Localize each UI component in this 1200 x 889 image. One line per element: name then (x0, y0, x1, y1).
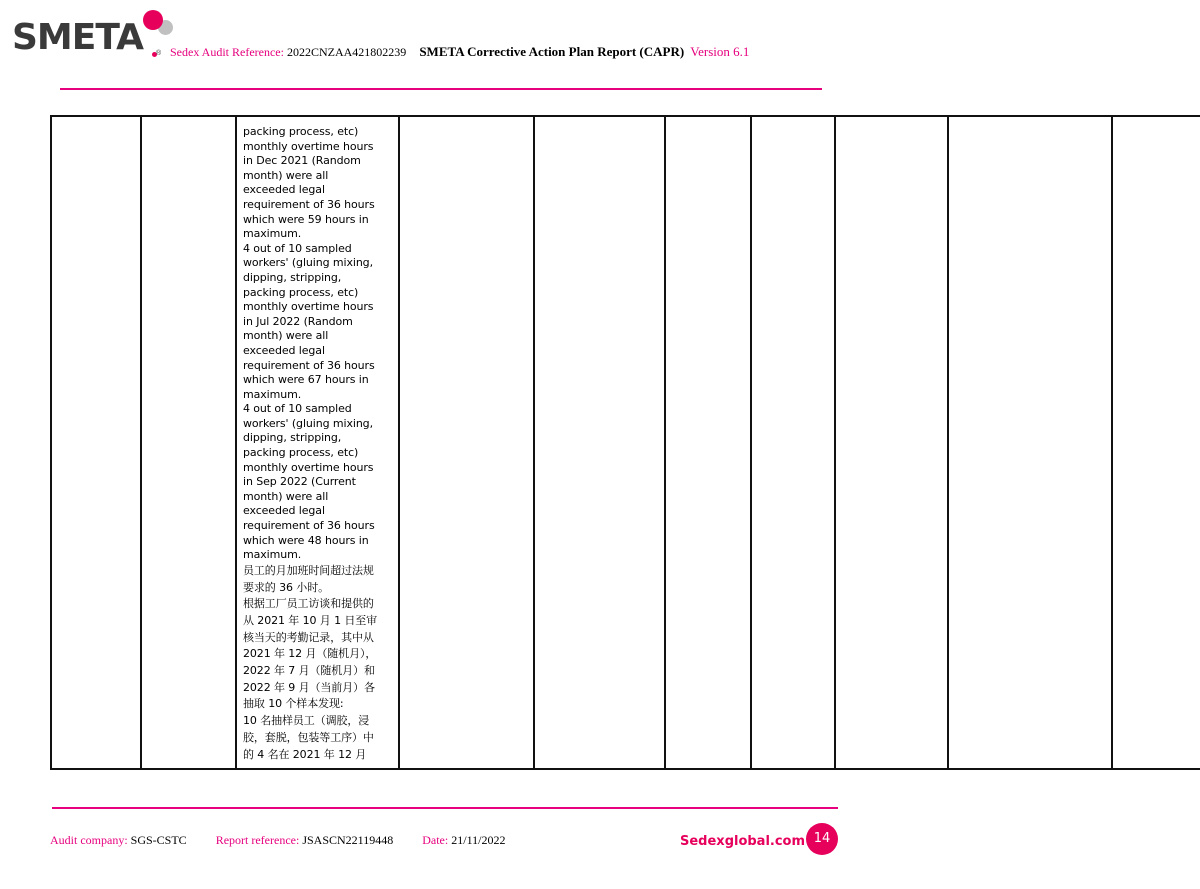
header-line (170, 44, 749, 60)
report-ref-label: Report reference: (215, 833, 300, 847)
table-cell (948, 116, 1112, 769)
page-number-badge: 14 (806, 823, 838, 855)
capr-table (50, 115, 1200, 770)
table-cell (751, 116, 835, 769)
finding-text-en: packing process, etc) monthly overtime hours in Dec 2021 (Random month) were all exceeded legal requirement of 36 hours which were 59 hours in maximum. 4 out of 10 sampled workers' (gluing mixing, dipping, stripping, packing process, etc) monthly overtime hours in Jul 2022 (Random month) were all exceeded legal requirement of 36 hours which were 67 hours in maximum. 4 out of 10 sampled workers' (gluing mixing, dipping, stripping, packing process, etc) monthly overtime hours in Sep 2022 (Current month) were all exceeded legal requirement of 36 hours which were 48 hours in maximum. (243, 125, 375, 562)
table-cell (51, 116, 141, 769)
date-value: 21/11/2022 (451, 833, 506, 847)
sedex-site-link[interactable]: Sedexglobal.com (680, 834, 806, 849)
table-cell (399, 116, 534, 769)
report-version: Version 6.1 (690, 44, 750, 59)
footer-divider (52, 807, 838, 809)
table-cell (665, 116, 751, 769)
table-cell-finding (236, 116, 399, 769)
logo-dot-pink (143, 10, 163, 30)
table-cell (534, 116, 665, 769)
footer-info (50, 833, 531, 848)
audit-ref-label: Sedex Audit Reference: (170, 45, 284, 59)
header-divider (60, 88, 822, 90)
table-cell (1112, 116, 1200, 769)
report-title: SMETA Corrective Action Plan Report (CAPR) (419, 44, 685, 59)
table-cell (835, 116, 948, 769)
date-label: Date: (422, 833, 449, 847)
table-cell (141, 116, 236, 769)
logo-text: SMETA (12, 17, 143, 58)
audit-ref-value: 2022CNZAA421802239 (286, 45, 407, 59)
report-ref-value: JSASCN22119448 (302, 833, 394, 847)
finding-text-zh: 员工的月加班时间超过法规 要求的 36 小时。 根据工厂员工访谈和提供的 从 2021 年 10 月 1 日至审 核当天的考勤记录，其中从 2021 年 12 月（随机月）， 2022 年 7 月（随机月）和 2022 年 9 月（当前月）各 抽取 10 个样本发现: 10 名抽样员工（调胶，浸 胶，套脱，包装等工序）中 的 4 名在 2021 年 12 月 (243, 563, 378, 761)
audit-company-label: Audit company: (50, 833, 128, 847)
smeta-logo (12, 6, 172, 62)
logo-registered-mark: ® (156, 50, 162, 57)
audit-company-value: SGS-CSTC (130, 833, 187, 847)
table-row (51, 116, 1200, 769)
